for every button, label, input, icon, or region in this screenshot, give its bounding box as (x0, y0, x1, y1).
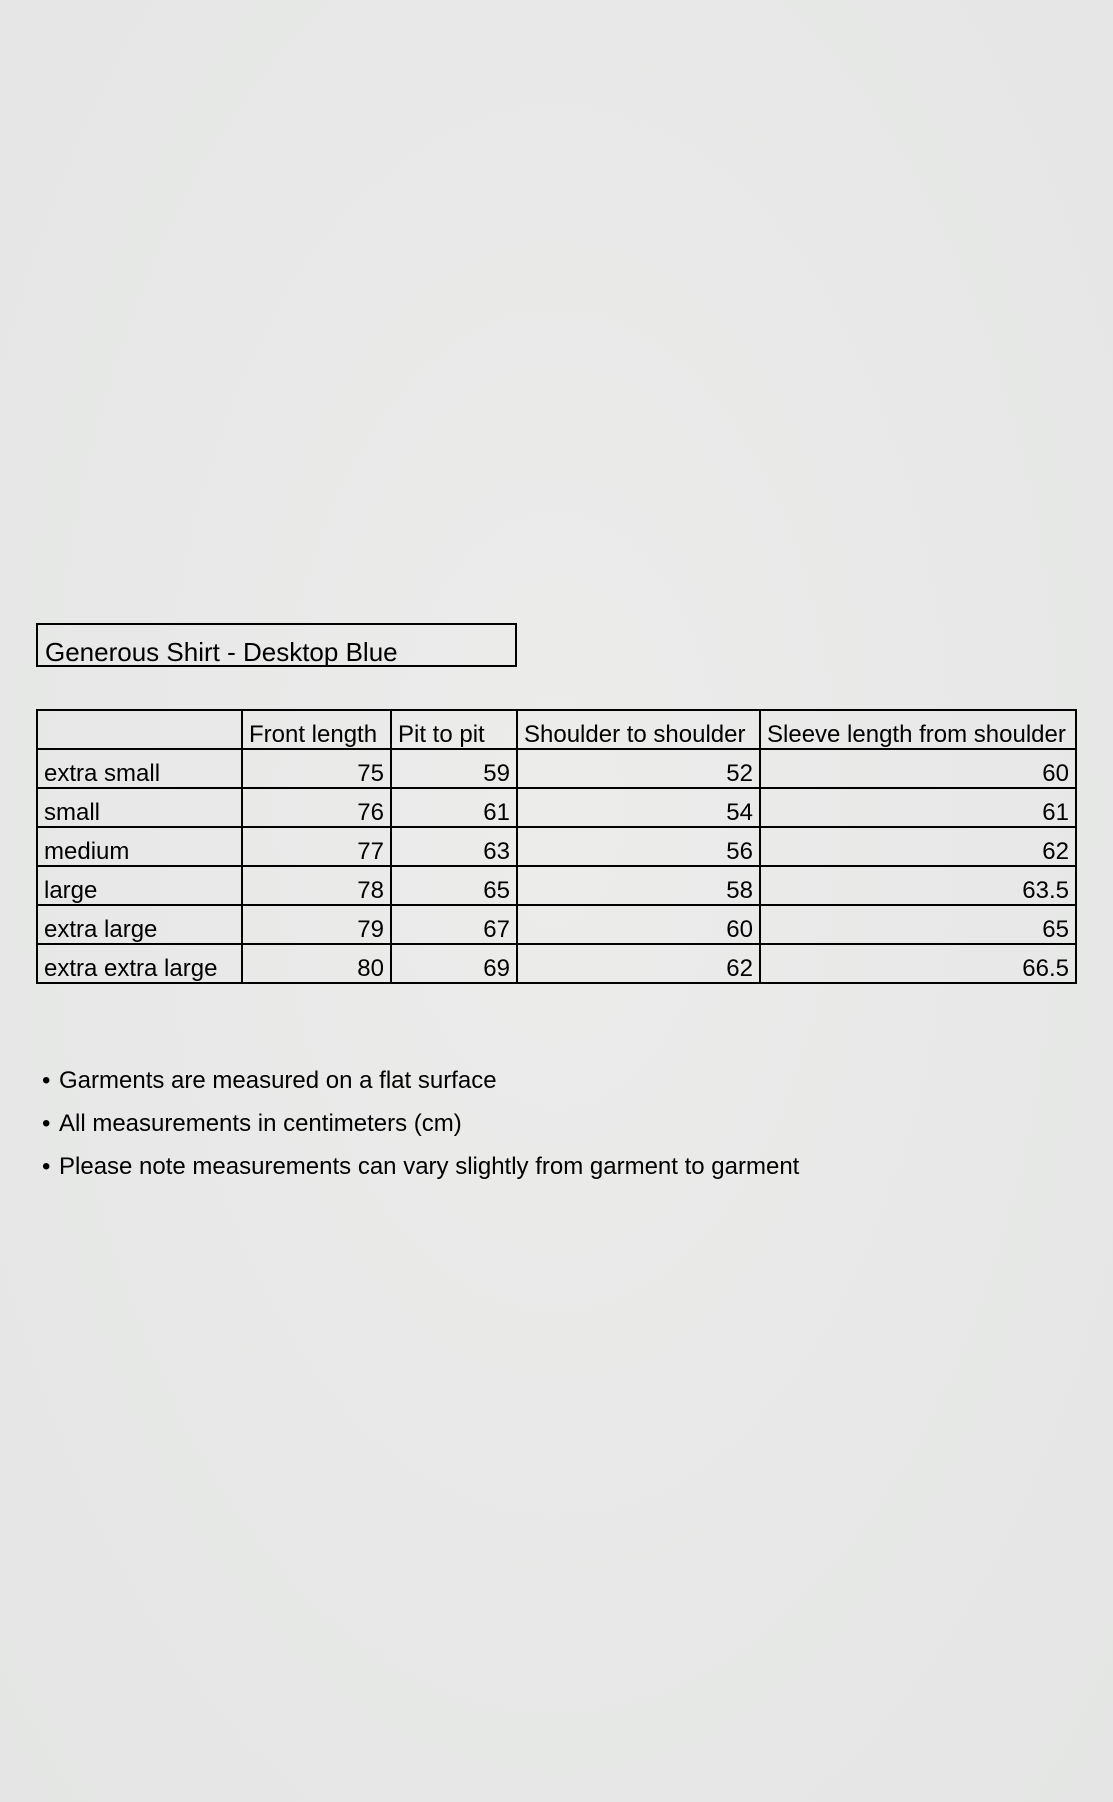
size-label: extra small (37, 749, 242, 788)
product-title: Generous Shirt - Desktop Blue (36, 623, 517, 667)
header-pit-to-pit: Pit to pit (391, 710, 517, 749)
front-length-value: 78 (242, 866, 391, 905)
size-label: medium (37, 827, 242, 866)
shoulder-value: 56 (517, 827, 760, 866)
sleeve-value: 63.5 (760, 866, 1076, 905)
header-corner (37, 710, 242, 749)
front-length-value: 79 (242, 905, 391, 944)
pit-to-pit-value: 61 (391, 788, 517, 827)
note-item (42, 1109, 799, 1152)
shoulder-value: 52 (517, 749, 760, 788)
header-shoulder-to-shoulder: Shoulder to shoulder (517, 710, 760, 749)
sleeve-value: 62 (760, 827, 1076, 866)
shoulder-value: 62 (517, 944, 760, 983)
size-label: extra extra large (37, 944, 242, 983)
bullet-icon: • (42, 1153, 51, 1180)
size-label: small (37, 788, 242, 827)
shoulder-value: 54 (517, 788, 760, 827)
table-row (37, 944, 1076, 983)
table-row (37, 827, 1076, 866)
note-item (42, 1066, 799, 1109)
table-row (37, 905, 1076, 944)
table-row (37, 788, 1076, 827)
table-header-row (37, 710, 1076, 749)
front-length-value: 75 (242, 749, 391, 788)
sleeve-value: 61 (760, 788, 1076, 827)
note-text: Please note measurements can vary slightly from garment to garment (59, 1153, 800, 1180)
note-text: Garments are measured on a flat surface (59, 1067, 497, 1094)
bullet-icon: • (42, 1067, 51, 1094)
pit-to-pit-value: 65 (391, 866, 517, 905)
note-text: All measurements in centimeters (cm) (59, 1110, 462, 1137)
pit-to-pit-value: 67 (391, 905, 517, 944)
measurement-notes (42, 1066, 799, 1195)
shoulder-value: 60 (517, 905, 760, 944)
pit-to-pit-value: 63 (391, 827, 517, 866)
front-length-value: 80 (242, 944, 391, 983)
front-length-value: 76 (242, 788, 391, 827)
pit-to-pit-value: 59 (391, 749, 517, 788)
header-front-length: Front length (242, 710, 391, 749)
shoulder-value: 58 (517, 866, 760, 905)
size-label: extra large (37, 905, 242, 944)
header-sleeve-length: Sleeve length from shoulder (760, 710, 1076, 749)
sleeve-value: 65 (760, 905, 1076, 944)
front-length-value: 77 (242, 827, 391, 866)
size-chart-table (36, 709, 1077, 984)
pit-to-pit-value: 69 (391, 944, 517, 983)
size-label: large (37, 866, 242, 905)
table-row (37, 866, 1076, 905)
note-item (42, 1152, 799, 1195)
sleeve-value: 60 (760, 749, 1076, 788)
sleeve-value: 66.5 (760, 944, 1076, 983)
table-row (37, 749, 1076, 788)
bullet-icon: • (42, 1110, 51, 1137)
